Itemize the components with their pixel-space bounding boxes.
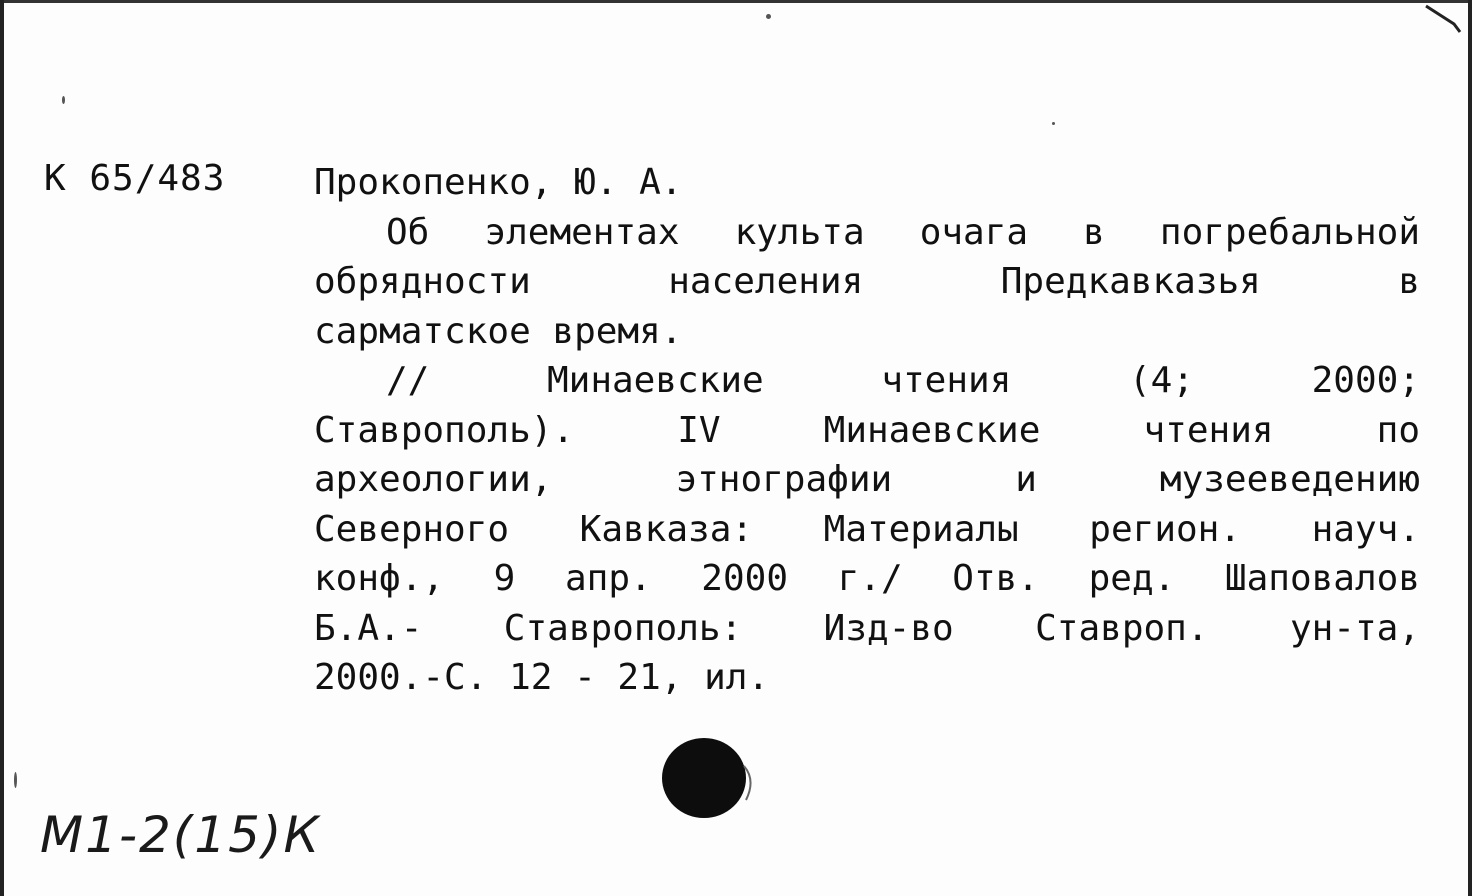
source-line: Ставрополь). IV Минаевские чтения по [314, 409, 1420, 451]
title-line: обрядности населения Предкавказья в [314, 261, 1420, 302]
card-top-edge [0, 0, 1472, 3]
source-line: археологии, этнографии и музееведению [314, 459, 1420, 500]
corner-fold-mark [1424, 4, 1464, 34]
source-line: Северного Кавказа: Материалы регион. науч. [314, 508, 1420, 550]
author-line: Прокопенко, Ю. А. [314, 162, 683, 203]
scan-speck [766, 14, 771, 19]
shelfmark: К 65/483 [44, 158, 226, 199]
bibliographic-entry [314, 158, 1420, 703]
source-line: 2000.-С. 12 - 21, ил. [314, 657, 770, 698]
source-line: // Минаевские чтения (4; 2000; [386, 360, 1420, 401]
punch-hole [660, 736, 752, 822]
card-left-edge [0, 0, 4, 896]
source-line: конф., 9 апр. 2000 г./ Отв. ред. Шаповалов [314, 558, 1420, 599]
card-right-edge [1468, 0, 1472, 896]
title-line: сарматское время. [314, 310, 683, 352]
scan-speck [14, 772, 17, 788]
source-line: Б.А.- Ставрополь: Изд-во Ставроп. ун-та, [314, 607, 1420, 649]
handwritten-code: М1-2(15)К [40, 806, 321, 864]
title-line: Об элементах культа очага в погребальной [386, 211, 1420, 253]
scan-speck [1052, 122, 1055, 125]
scan-speck [62, 96, 65, 104]
